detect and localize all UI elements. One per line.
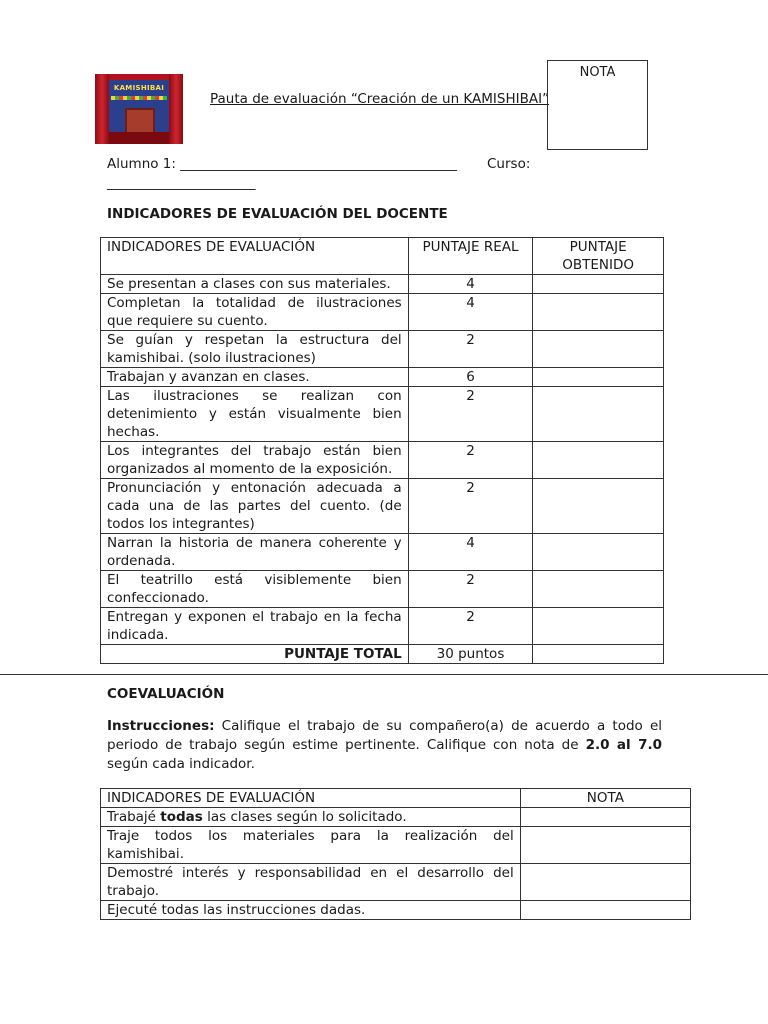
logo-theater-box: [125, 108, 155, 134]
indicator-cell: El teatrillo está visiblemente bien confeccionado.: [101, 571, 409, 608]
table-header-row: [101, 789, 691, 808]
table-row: [101, 901, 691, 920]
kamishibai-logo: [95, 74, 183, 144]
table-row: [101, 442, 664, 479]
total-label: PUNTAJE TOTAL: [101, 645, 409, 664]
obtained-cell[interactable]: [533, 534, 664, 571]
indicator-cell: Los integrantes del trabajo están bien organizados al momento de la exposición.: [101, 442, 409, 479]
instructions-label: Instrucciones:: [107, 718, 215, 734]
logo-floor: [109, 132, 169, 144]
points-cell: 2: [408, 442, 533, 479]
section-divider: [0, 674, 768, 675]
indicator-text-post: las clases según lo solicitado.: [202, 809, 407, 825]
table-row: [101, 534, 664, 571]
alumno-label: Alumno 1:: [107, 156, 176, 172]
table-header-row: [101, 238, 664, 275]
obtained-cell[interactable]: [533, 479, 664, 534]
table-row: [101, 275, 664, 294]
total-value: 30 puntos: [408, 645, 533, 664]
indicator-cell: Demostré interés y responsabilidad en el desarrollo del trabajo.: [101, 864, 521, 901]
section-docente-heading: INDICADORES DE EVALUACIÓN DEL DOCENTE: [107, 206, 448, 222]
nota-label: NOTA: [579, 65, 616, 80]
total-obtained-cell[interactable]: [533, 645, 664, 664]
col-header-puntaje-obtenido: PUNTAJE OBTENIDO: [533, 238, 664, 275]
indicator-cell: Narran la historia de manera coherente y ordenada.: [101, 534, 409, 571]
table-row: [101, 827, 691, 864]
points-cell: 2: [408, 608, 533, 645]
col-header-nota: NOTA: [520, 789, 690, 808]
points-cell: 2: [408, 387, 533, 442]
instructions-text-2: según cada indicador.: [107, 756, 255, 772]
points-cell: 4: [408, 294, 533, 331]
indicator-text-pre: Trabajé: [107, 809, 161, 825]
points-cell: 2: [408, 331, 533, 368]
logo-curtain-left: [95, 74, 109, 144]
table-row: [101, 864, 691, 901]
col-header-indicadores: INDICADORES DE EVALUACIÓN: [101, 238, 409, 275]
table-row: [101, 387, 664, 442]
table-row: [101, 331, 664, 368]
table-row: [101, 368, 664, 387]
document-title: Pauta de evaluación “Creación de un KAMISHIBAI”: [210, 91, 550, 107]
points-cell: 4: [408, 275, 533, 294]
points-cell: 2: [408, 571, 533, 608]
obtained-cell[interactable]: [533, 571, 664, 608]
indicator-cell: Completan la totalidad de ilustraciones que requiere su cuento.: [101, 294, 409, 331]
indicator-cell: Pronunciación y entonación adecuada a cada una de las partes del cuento. (de todos los integrantes): [101, 479, 409, 534]
table-row: [101, 571, 664, 608]
curso-line[interactable]: ______________________: [107, 175, 256, 191]
alumno-line: _________________________________________: [180, 156, 457, 172]
obtained-cell[interactable]: [533, 294, 664, 331]
logo-text: KAMISHIBAI: [113, 84, 165, 92]
col-header-indicadores: INDICADORES DE EVALUACIÓN: [101, 789, 521, 808]
logo-curtain-right: [169, 74, 183, 144]
indicator-cell: Las ilustraciones se realizan con detenimiento y están visualmente bien hechas.: [101, 387, 409, 442]
obtained-cell[interactable]: [533, 442, 664, 479]
indicator-cell: Se guían y respetan la estructura del kamishibai. (solo ilustraciones): [101, 331, 409, 368]
table-row: [101, 608, 664, 645]
section-coevaluacion-heading: COEVALUACIÓN: [107, 686, 225, 702]
table-row: [101, 294, 664, 331]
obtained-cell[interactable]: [533, 608, 664, 645]
alumno-field[interactable]: [107, 156, 457, 172]
indicator-text-bold: todas: [160, 809, 203, 825]
obtained-cell[interactable]: [533, 368, 664, 387]
indicator-cell: Trabajan y avanzan en clases.: [101, 368, 409, 387]
logo-band: [111, 96, 167, 100]
indicator-cell: [101, 808, 521, 827]
points-cell: 4: [408, 534, 533, 571]
col-header-puntaje-real: PUNTAJE REAL: [408, 238, 533, 275]
instructions-text-1: Califique el trabajo de su compañero(a) de acuerdo a todo el periodo de trabajo según estime pertinente. Califique con nota de: [107, 718, 662, 753]
obtained-cell[interactable]: [533, 387, 664, 442]
coevaluacion-table: [100, 788, 691, 920]
instructions-paragraph: [107, 717, 662, 774]
curso-label: Curso:: [487, 156, 531, 172]
table-row: [101, 479, 664, 534]
obtained-cell[interactable]: [533, 331, 664, 368]
docente-table: [100, 237, 664, 664]
points-cell: 6: [408, 368, 533, 387]
indicator-cell: Entregan y exponen el trabajo en la fecha indicada.: [101, 608, 409, 645]
instructions-range: 2.0 al 7.0: [585, 737, 663, 753]
points-cell: 2: [408, 479, 533, 534]
obtained-cell[interactable]: [533, 275, 664, 294]
indicator-cell: Traje todos los materiales para la realización del kamishibai.: [101, 827, 521, 864]
nota-cell[interactable]: [520, 864, 690, 901]
total-row: [101, 645, 664, 664]
table-row: [101, 808, 691, 827]
nota-cell[interactable]: [520, 808, 690, 827]
nota-cell[interactable]: [520, 901, 690, 920]
indicator-cell: Se presentan a clases con sus materiales.: [101, 275, 409, 294]
nota-cell[interactable]: [520, 827, 690, 864]
indicator-cell: Ejecuté todas las instrucciones dadas.: [101, 901, 521, 920]
